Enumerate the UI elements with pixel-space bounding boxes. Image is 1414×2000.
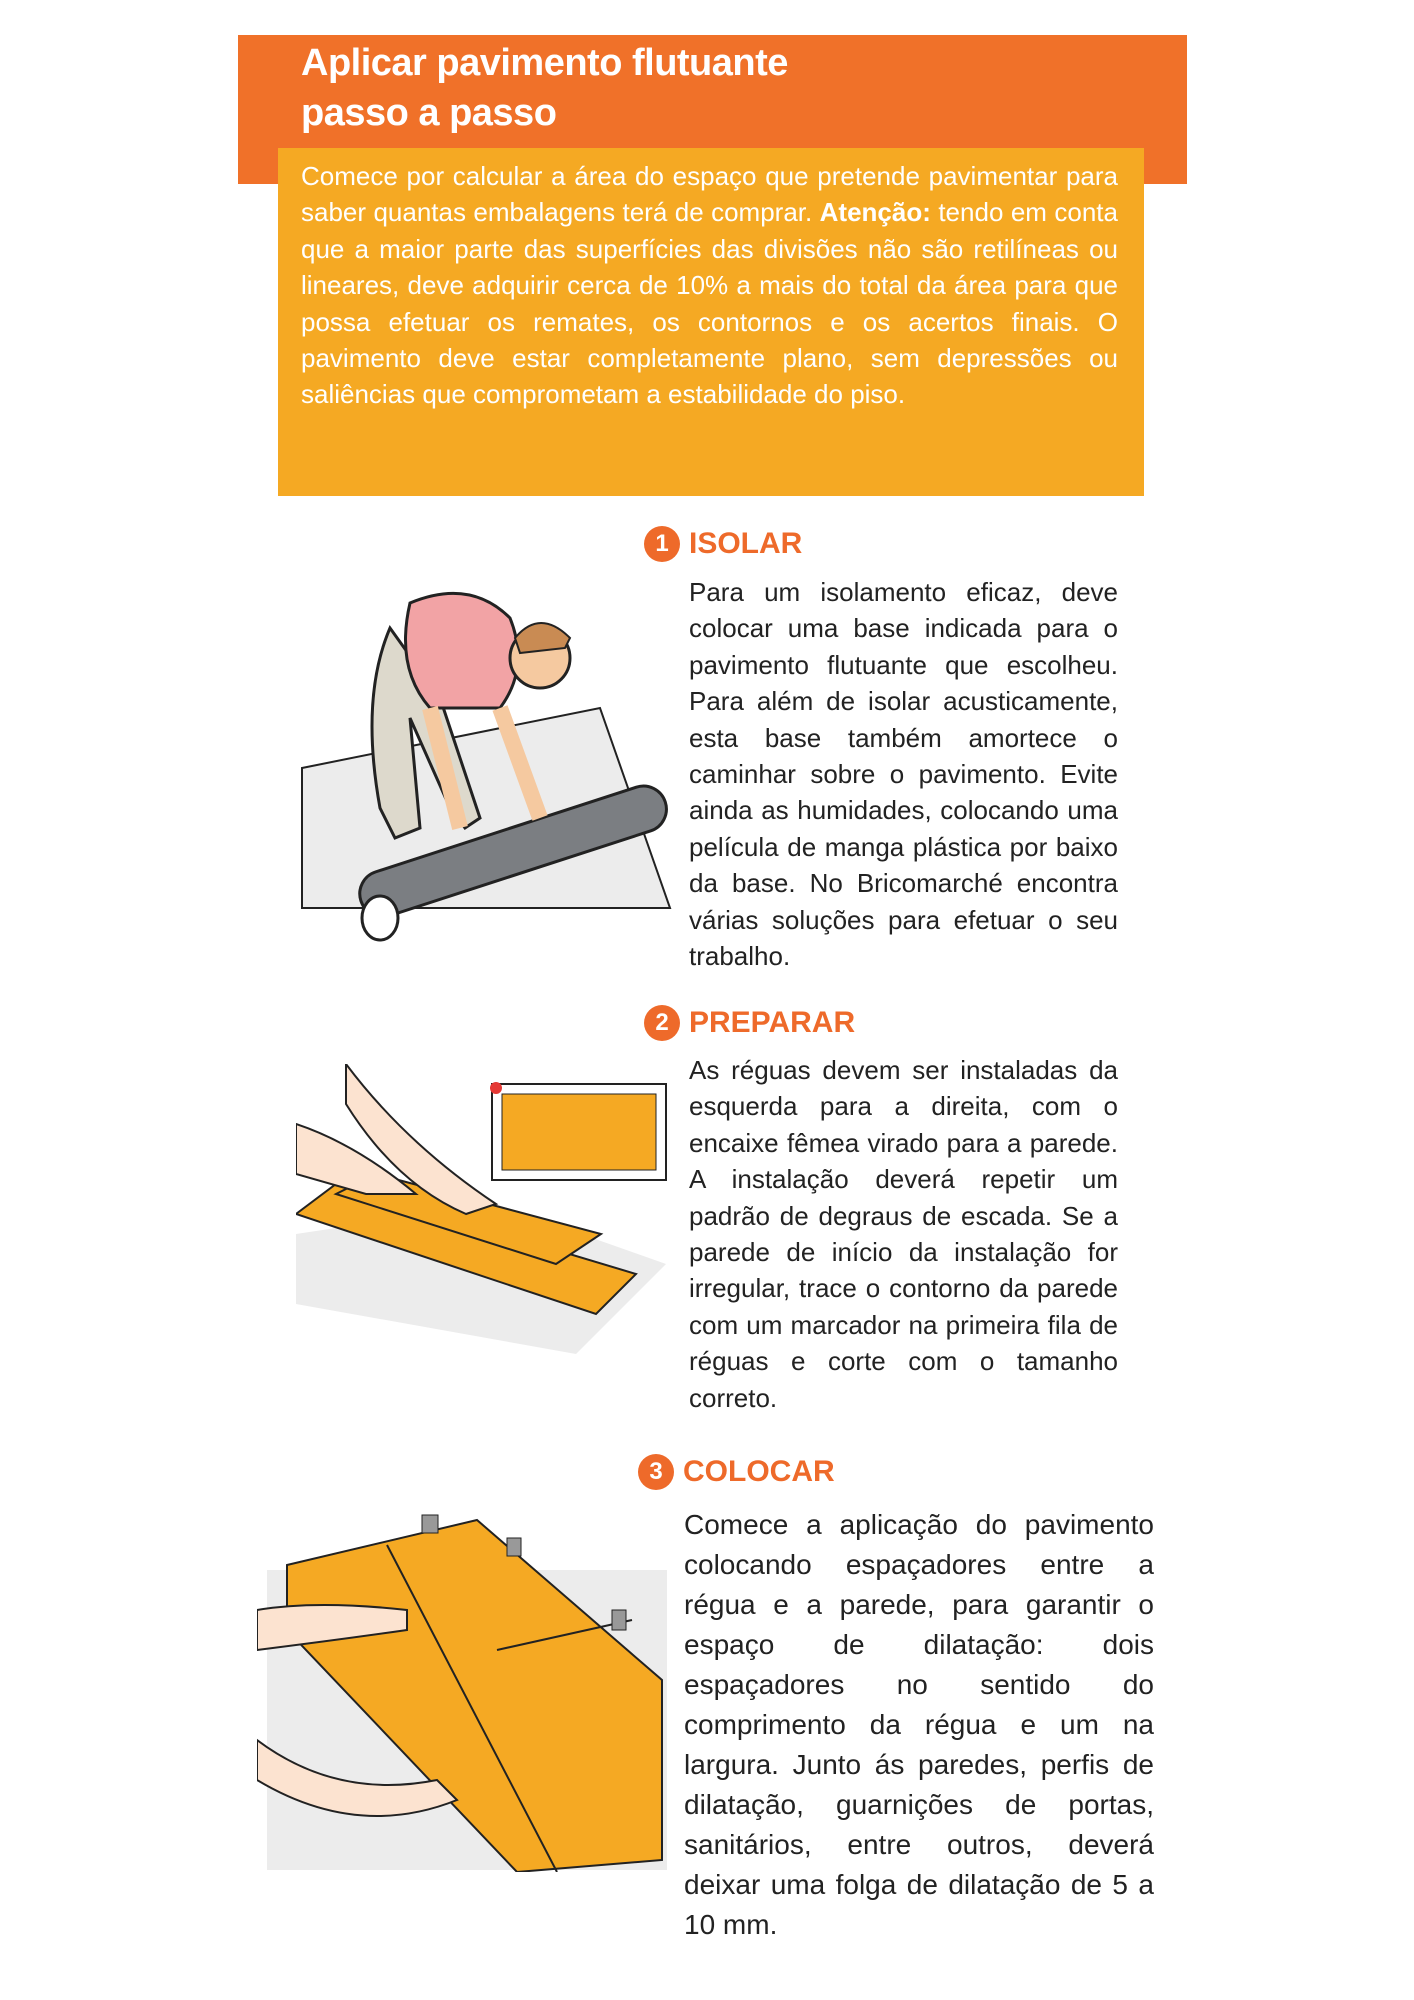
step-number-badge: 3 [638,1454,674,1490]
intro-text-cont: tendo em conta que a maior parte das superfícies das divisões não são retilíneas ou lineares, deve adquirir cerca de 10% a mais do total da área para que possa efetuar os remates, os contornos e os acertos finais. O pavimento deve estar completamente plano, sem depressões ou saliências que comprometam a estabilidade do piso. [301,197,1118,410]
step-title: PREPARAR [689,1006,856,1039]
step-number-badge: 1 [644,526,680,562]
illustration-marking-planks [296,1064,671,1354]
step-title: COLOCAR [683,1455,835,1488]
step-title: ISOLAR [689,527,803,560]
step-3-text: Comece a aplicação do pavimento colocando espaçadores entre a régua e a parede, para garantir o espaço de dilatação: dois espaçadores no sentido do comprimento da régua e um na largura. Junto ás paredes, perfis de dilatação, guarnições de portas, sanitários, entre outros, deverá deixar uma folga de dilatação de 5 a 10 mm. [684,1509,1154,1940]
step-2-text: As réguas devem ser instaladas da esquerda para a direita, com o encaixe fêmea virado para a parede. A instalação deverá repetir um padrão de degraus de escada. Se a parede de início da instalação for irregular, trace o contorno da parede com um marcador na primeira fila de réguas e corte com o tamanho correto. [689,1055,1118,1413]
step-3-heading [638,1454,835,1490]
step-1-text: Para um isolamento eficaz, deve colocar uma base indicada para o pavimento flutuante que escolheu. Para além de isolar acusticamente, esta base também amortece o caminhar sobre o pavimento. Evite ainda as humidades, colocando uma película de manga plástica por baixo da base. No Bricomarché encontra várias soluções para efetuar o seu trabalho. [689,577,1118,972]
intro-box [278,148,1144,496]
illustration-laying-planks [257,1510,672,1872]
step-2-heading [644,1005,855,1041]
title-line-2: passo a passo [301,92,557,134]
title-line-1: Aplicar pavimento flutuante [301,42,788,84]
step-number-badge: 2 [644,1005,680,1041]
page-title [301,38,788,138]
intro-attention: Atenção: [819,197,931,228]
step-1-heading [644,526,802,562]
illustration-man-rolling-underlay [300,578,680,948]
intro-text: Comece por calcular a área do espaço que pretende pavimentar para saber quantas embalagens terá de comprar. [301,161,1118,228]
